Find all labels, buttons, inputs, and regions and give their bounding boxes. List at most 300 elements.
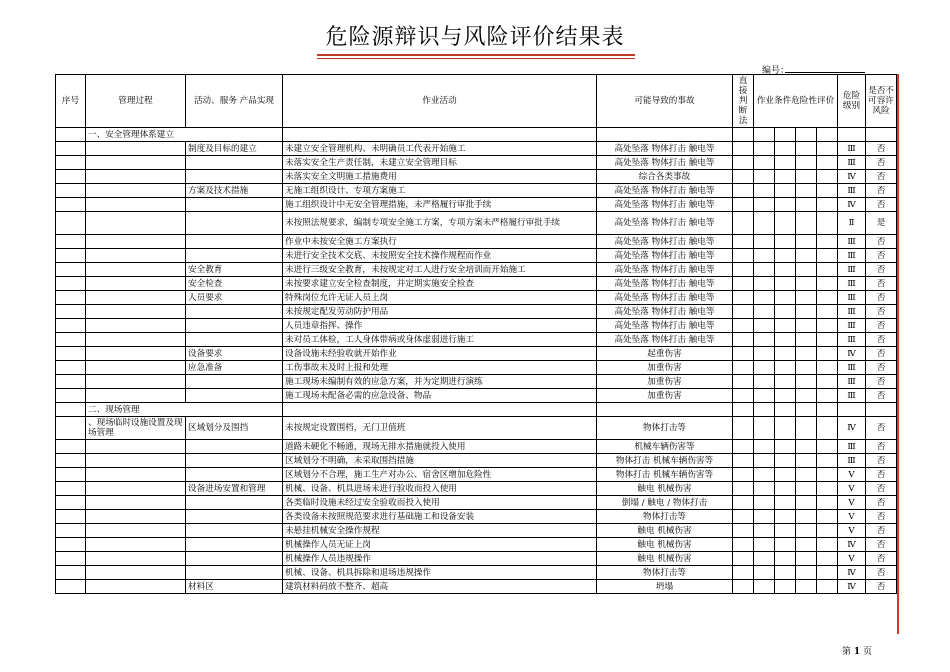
activity-cell <box>186 496 283 510</box>
page-title: 危险源辩识与风险评价结果表 <box>325 25 625 50</box>
table-row <box>56 212 897 235</box>
work-cell: 未落实安全文明施工措施费用 <box>283 170 597 184</box>
score-cell <box>796 510 817 524</box>
score-cell <box>817 454 838 468</box>
level-cell: Ⅲ <box>838 440 866 454</box>
score-cell <box>796 184 817 198</box>
table-row <box>56 375 897 389</box>
accident-cell: 物体打击 机械车辆伤害等 <box>597 468 733 482</box>
table-row <box>56 277 897 291</box>
score-cell <box>796 347 817 361</box>
seq-cell <box>56 454 86 468</box>
process-cell <box>86 496 186 510</box>
table-row <box>56 454 897 468</box>
process-cell <box>86 524 186 538</box>
score-cell <box>817 249 838 263</box>
score-cell <box>796 235 817 249</box>
score-cell <box>754 361 775 375</box>
unacceptable-cell: 否 <box>866 538 897 552</box>
seq-cell <box>56 361 86 375</box>
seq-cell <box>56 235 86 249</box>
work-cell: 未按照法规要求，编制专项安全施工方案，专项方案未严格履行审批手续 <box>283 212 597 235</box>
score-cell <box>754 482 775 496</box>
seq-cell <box>56 142 86 156</box>
accident-cell: 起重伤害 <box>597 347 733 361</box>
score-cell <box>754 277 775 291</box>
score-cell <box>817 375 838 389</box>
score-cell <box>754 212 775 235</box>
seq-cell <box>56 156 86 170</box>
score-cell <box>733 212 754 235</box>
unacceptable-cell: 否 <box>866 263 897 277</box>
score-cell <box>775 524 796 538</box>
table-row <box>56 524 897 538</box>
process-cell <box>86 482 186 496</box>
process-cell <box>86 375 186 389</box>
score-cell <box>754 510 775 524</box>
header-condition: 作业条件危险性评价 <box>754 75 838 128</box>
score-cell <box>775 235 796 249</box>
activity-cell <box>186 249 283 263</box>
level-cell: Ⅲ <box>838 235 866 249</box>
page-number: 1 <box>853 647 861 657</box>
process-cell <box>86 277 186 291</box>
score-cell <box>754 580 775 594</box>
seq-cell <box>56 417 86 440</box>
level-cell: Ⅲ <box>838 319 866 333</box>
level-cell: Ⅲ <box>838 142 866 156</box>
activity-cell <box>186 454 283 468</box>
unacceptable-cell: 否 <box>866 249 897 263</box>
empty-cell <box>597 403 733 417</box>
activity-cell <box>186 156 283 170</box>
score-cell <box>775 170 796 184</box>
footer-prefix: 第 <box>842 647 852 657</box>
score-cell <box>817 198 838 212</box>
code-field-line <box>785 72 865 73</box>
score-cell <box>796 454 817 468</box>
work-cell: 各类临时设施未经过安全验收而投入使用 <box>283 496 597 510</box>
seq-cell <box>56 552 86 566</box>
process-cell <box>86 566 186 580</box>
score-cell <box>775 389 796 403</box>
process-cell <box>86 454 186 468</box>
score-cell <box>754 156 775 170</box>
work-cell: 作业中未按安全施工方案执行 <box>283 235 597 249</box>
work-cell: 机械操作人员违规操作 <box>283 552 597 566</box>
seq-cell <box>56 212 86 235</box>
unacceptable-cell: 是 <box>866 212 897 235</box>
score-cell <box>775 538 796 552</box>
empty-cell <box>283 128 597 142</box>
score-cell <box>796 375 817 389</box>
level-cell: Ⅲ <box>838 333 866 347</box>
process-cell <box>86 184 186 198</box>
seq-cell <box>56 389 86 403</box>
work-cell: 未建立安全管理机构、未明确员工代表开始施工 <box>283 142 597 156</box>
unacceptable-cell: 否 <box>866 156 897 170</box>
work-cell: 机械、设备、机具进场未进行验收而投入使用 <box>283 482 597 496</box>
table-row <box>56 538 897 552</box>
seq-cell <box>56 496 86 510</box>
score-cell <box>733 389 754 403</box>
empty-cell <box>754 403 775 417</box>
work-cell: 机械操作人员无证上岗 <box>283 538 597 552</box>
score-cell <box>796 361 817 375</box>
accident-cell: 坍塌 <box>597 580 733 594</box>
work-cell: 设备设施未经验收就开始作业 <box>283 347 597 361</box>
seq-cell <box>56 566 86 580</box>
level-cell: Ⅲ <box>838 305 866 319</box>
table-row <box>56 482 897 496</box>
score-cell <box>754 375 775 389</box>
unacceptable-cell: 否 <box>866 291 897 305</box>
activity-cell <box>186 468 283 482</box>
accident-cell: 高处坠落 物体打击 触电等 <box>597 142 733 156</box>
score-cell <box>817 496 838 510</box>
score-cell <box>733 277 754 291</box>
score-cell <box>754 552 775 566</box>
score-cell <box>817 142 838 156</box>
score-cell <box>733 198 754 212</box>
score-cell <box>754 319 775 333</box>
score-cell <box>754 347 775 361</box>
score-cell <box>775 198 796 212</box>
score-cell <box>775 375 796 389</box>
table-body <box>56 128 897 594</box>
score-cell <box>775 510 796 524</box>
unacceptable-cell: 否 <box>866 184 897 198</box>
table-row <box>56 291 897 305</box>
score-cell <box>733 170 754 184</box>
unacceptable-cell: 否 <box>866 580 897 594</box>
activity-cell <box>186 212 283 235</box>
score-cell <box>733 580 754 594</box>
score-cell <box>817 291 838 305</box>
score-cell <box>733 361 754 375</box>
work-cell: 未对员工体检，工人身体带病或身体虚弱进行施工 <box>283 333 597 347</box>
score-cell <box>775 440 796 454</box>
work-cell: 道路未硬化不畅通，现场无排水措施就投入使用 <box>283 440 597 454</box>
unacceptable-cell: 否 <box>866 552 897 566</box>
table-row <box>56 156 897 170</box>
unacceptable-cell: 否 <box>866 347 897 361</box>
table-row <box>56 170 897 184</box>
process-cell <box>86 235 186 249</box>
score-cell <box>817 333 838 347</box>
table-row <box>56 142 897 156</box>
accident-cell: 高处坠落 物体打击 触电等 <box>597 184 733 198</box>
score-cell <box>817 482 838 496</box>
table-row <box>56 184 897 198</box>
accident-cell: 物体打击等 <box>597 417 733 440</box>
score-cell <box>817 277 838 291</box>
level-cell: Ⅴ <box>838 468 866 482</box>
score-cell <box>817 538 838 552</box>
activity-cell: 设备要求 <box>186 347 283 361</box>
table-row <box>56 305 897 319</box>
level-cell: Ⅲ <box>838 277 866 291</box>
process-cell <box>86 249 186 263</box>
process-cell <box>86 142 186 156</box>
score-cell <box>733 184 754 198</box>
score-cell <box>817 319 838 333</box>
process-cell <box>86 347 186 361</box>
header-level: 危险级别 <box>838 75 866 128</box>
unacceptable-cell: 否 <box>866 235 897 249</box>
score-cell <box>733 417 754 440</box>
unacceptable-cell: 否 <box>866 496 897 510</box>
accident-cell: 触电 机械伤害 <box>597 524 733 538</box>
score-cell <box>775 156 796 170</box>
level-cell: Ⅲ <box>838 389 866 403</box>
seq-cell <box>56 347 86 361</box>
process-cell <box>86 212 186 235</box>
accident-cell: 高处坠落 物体打击 触电等 <box>597 156 733 170</box>
score-cell <box>775 277 796 291</box>
seq-cell <box>56 403 86 417</box>
process-cell <box>86 319 186 333</box>
work-cell: 特殊岗位允许无证人员上岗 <box>283 291 597 305</box>
activity-cell <box>186 552 283 566</box>
score-cell <box>796 524 817 538</box>
work-cell: 未悬挂机械安全操作规程 <box>283 524 597 538</box>
seq-cell <box>56 277 86 291</box>
work-cell: 未进行三级安全教育，未按规定对工人进行安全培训而开始施工 <box>283 263 597 277</box>
accident-cell: 高处坠落 物体打击 触电等 <box>597 249 733 263</box>
score-cell <box>754 468 775 482</box>
score-cell <box>775 566 796 580</box>
process-cell <box>86 333 186 347</box>
score-cell <box>754 389 775 403</box>
accident-cell: 加重伤害 <box>597 361 733 375</box>
level-cell: Ⅳ <box>838 566 866 580</box>
table-row <box>56 566 897 580</box>
accident-cell: 综合各类事故 <box>597 170 733 184</box>
header-seq: 序号 <box>56 75 86 128</box>
header-accident: 可能导致的事故 <box>597 75 733 128</box>
score-cell <box>754 440 775 454</box>
process-cell <box>86 440 186 454</box>
score-cell <box>817 184 838 198</box>
page-footer <box>842 644 872 657</box>
unacceptable-cell: 否 <box>866 440 897 454</box>
activity-cell: 应急准备 <box>186 361 283 375</box>
section-title: 一、安全管理体系建立 <box>86 128 283 142</box>
table-row <box>56 440 897 454</box>
level-cell: Ⅴ <box>838 510 866 524</box>
seq-cell <box>56 170 86 184</box>
score-cell <box>775 142 796 156</box>
empty-cell <box>838 403 866 417</box>
score-cell <box>733 454 754 468</box>
table-row <box>56 468 897 482</box>
accident-cell: 物体打击 机械车辆伤害等 <box>597 454 733 468</box>
score-cell <box>796 580 817 594</box>
score-cell <box>796 142 817 156</box>
table-row <box>56 417 897 440</box>
level-cell: Ⅲ <box>838 263 866 277</box>
score-cell <box>796 305 817 319</box>
work-cell: 施工现场未配备必需的应急设备、物品 <box>283 389 597 403</box>
score-cell <box>775 580 796 594</box>
unacceptable-cell: 否 <box>866 510 897 524</box>
score-cell <box>733 482 754 496</box>
accident-cell: 触电 机械伤害 <box>597 538 733 552</box>
work-cell: 未进行安全技术交底、未按照安全技术操作规程而作业 <box>283 249 597 263</box>
score-cell <box>733 319 754 333</box>
activity-cell: 安全教育 <box>186 263 283 277</box>
level-cell: Ⅲ <box>838 375 866 389</box>
activity-cell <box>186 375 283 389</box>
empty-cell <box>796 128 817 142</box>
score-cell <box>796 440 817 454</box>
score-cell <box>733 347 754 361</box>
empty-cell <box>283 403 597 417</box>
process-cell <box>86 361 186 375</box>
score-cell <box>796 552 817 566</box>
process-cell <box>86 291 186 305</box>
table-row <box>56 389 897 403</box>
process-cell <box>86 305 186 319</box>
process-cell <box>86 580 186 594</box>
process-cell <box>86 468 186 482</box>
score-cell <box>733 524 754 538</box>
table-row <box>56 361 897 375</box>
score-cell <box>754 333 775 347</box>
score-cell <box>775 468 796 482</box>
activity-cell: 材料区 <box>186 580 283 594</box>
work-cell: 人员违章指挥、操作 <box>283 319 597 333</box>
score-cell <box>796 496 817 510</box>
score-cell <box>754 249 775 263</box>
score-cell <box>817 440 838 454</box>
level-cell: Ⅱ <box>838 212 866 235</box>
seq-cell <box>56 580 86 594</box>
code-label: 编号： <box>762 66 790 76</box>
score-cell <box>817 263 838 277</box>
unacceptable-cell: 否 <box>866 468 897 482</box>
level-cell: Ⅴ <box>838 482 866 496</box>
accident-cell: 高处坠落 物体打击 触电等 <box>597 291 733 305</box>
level-cell: Ⅳ <box>838 347 866 361</box>
score-cell <box>754 291 775 305</box>
score-cell <box>817 468 838 482</box>
work-cell: 未按要求建立安全检查制度，并定期实施安全检查 <box>283 277 597 291</box>
activity-cell <box>186 235 283 249</box>
level-cell: Ⅲ <box>838 361 866 375</box>
work-cell: 区域划分不合理，施工生产对办公、宿舍区增加危险性 <box>283 468 597 482</box>
work-cell: 工伤事故未及时上报和处理 <box>283 361 597 375</box>
level-cell: Ⅲ <box>838 184 866 198</box>
activity-cell <box>186 566 283 580</box>
unacceptable-cell: 否 <box>866 142 897 156</box>
process-cell <box>86 198 186 212</box>
accident-cell: 物体打击等 <box>597 510 733 524</box>
empty-cell <box>838 128 866 142</box>
score-cell <box>775 319 796 333</box>
score-cell <box>817 347 838 361</box>
unacceptable-cell: 否 <box>866 198 897 212</box>
header-unacceptable: 是否不可容许风险 <box>866 75 897 128</box>
seq-cell <box>56 375 86 389</box>
score-cell <box>817 510 838 524</box>
score-cell <box>796 468 817 482</box>
activity-cell <box>186 305 283 319</box>
accident-cell: 高处坠落 物体打击 触电等 <box>597 305 733 319</box>
score-cell <box>817 305 838 319</box>
activity-cell <box>186 440 283 454</box>
level-cell: Ⅳ <box>838 538 866 552</box>
empty-cell <box>775 403 796 417</box>
process-cell <box>86 538 186 552</box>
risk-table <box>55 74 897 594</box>
accident-cell: 物体打击等 <box>597 566 733 580</box>
seq-cell <box>56 249 86 263</box>
empty-cell <box>754 128 775 142</box>
score-cell <box>796 277 817 291</box>
accident-cell: 高处坠落 物体打击 触电等 <box>597 319 733 333</box>
score-cell <box>733 235 754 249</box>
activity-cell <box>186 538 283 552</box>
score-cell <box>775 454 796 468</box>
accident-cell: 触电 机械伤害 <box>597 482 733 496</box>
score-cell <box>796 198 817 212</box>
table-row <box>56 249 897 263</box>
score-cell <box>754 305 775 319</box>
work-cell: 施工现场未编制有效的应急方案，并为定期进行演练 <box>283 375 597 389</box>
work-cell: 机械、设备、机具拆除和退场违规操作 <box>283 566 597 580</box>
score-cell <box>775 417 796 440</box>
score-cell <box>775 249 796 263</box>
score-cell <box>796 482 817 496</box>
level-cell: Ⅳ <box>838 198 866 212</box>
accident-cell: 加重伤害 <box>597 389 733 403</box>
process-cell <box>86 510 186 524</box>
activity-cell <box>186 333 283 347</box>
process-cell <box>86 263 186 277</box>
accident-cell: 高处坠落 物体打击 触电等 <box>597 263 733 277</box>
score-cell <box>754 184 775 198</box>
table-header-row <box>56 75 897 128</box>
level-cell: Ⅲ <box>838 291 866 305</box>
activity-cell: 设备进场安置和管理 <box>186 482 283 496</box>
empty-cell <box>597 128 733 142</box>
unacceptable-cell: 否 <box>866 454 897 468</box>
score-cell <box>796 417 817 440</box>
accident-cell: 高处坠落 物体打击 触电等 <box>597 277 733 291</box>
score-cell <box>733 249 754 263</box>
table-row <box>56 319 897 333</box>
level-cell: Ⅲ <box>838 454 866 468</box>
seq-cell <box>56 468 86 482</box>
header-work: 作业活动 <box>283 75 597 128</box>
score-cell <box>754 538 775 552</box>
level-cell: Ⅳ <box>838 580 866 594</box>
score-cell <box>817 235 838 249</box>
unacceptable-cell: 否 <box>866 417 897 440</box>
score-cell <box>733 333 754 347</box>
accident-cell: 加重伤害 <box>597 375 733 389</box>
score-cell <box>775 333 796 347</box>
seq-cell <box>56 291 86 305</box>
seq-cell <box>56 333 86 347</box>
score-cell <box>775 496 796 510</box>
empty-cell <box>866 403 897 417</box>
accident-cell: 高处坠落 物体打击 触电等 <box>597 198 733 212</box>
score-cell <box>817 580 838 594</box>
table-row <box>56 580 897 594</box>
